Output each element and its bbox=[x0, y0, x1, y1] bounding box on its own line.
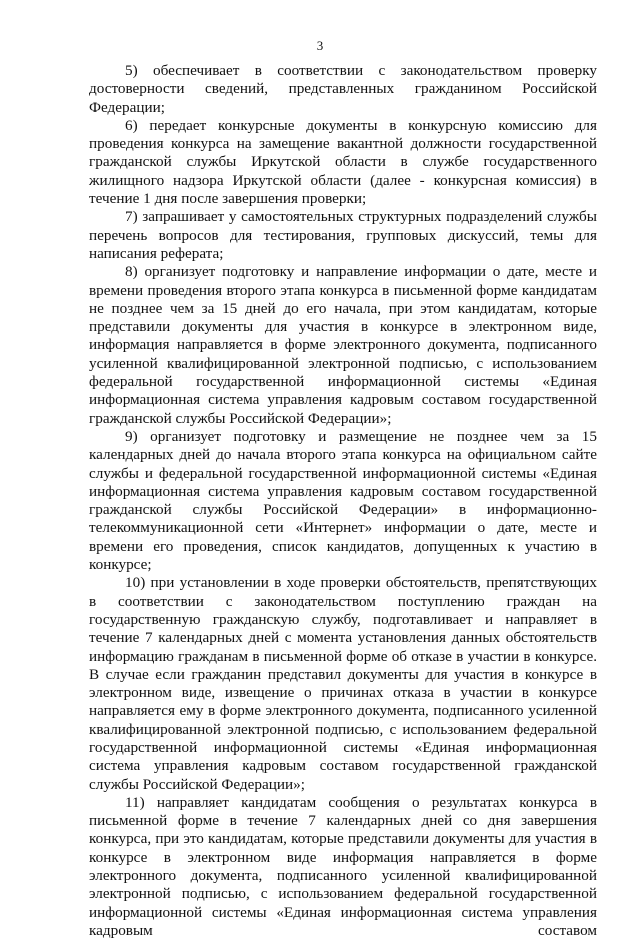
paragraph-item-8: 8) организует подготовку и направление информации о дате, месте и времени проведения второго этапа конкурса в письменной форме кандидатам не позднее чем за 15 дней до его начала, при этом кандидатам, которые представили документы для участия в конкурсе в электронном виде, информация направляется в форме электронного документа, подписанного усиленной квалифицированной электронной подписью, с использованием федеральной государственной информационной системы «Единая информационная система управления кадровым составом государственной гражданской службы Российской Федерации»; bbox=[89, 263, 597, 427]
paragraph-item-6: 6) передает конкурсные документы в конкурсную комиссию для проведения конкурса на замещение вакантной должности государственной гражданской службы Иркутской области в службе государственного жилищного надзора Иркутской области (далее - конкурсная комиссия) в течение 1 дня после завершения проверки; bbox=[89, 116, 597, 208]
paragraph-item-9: 9) организует подготовку и размещение не позднее чем за 15 календарных дней до начала второго этапа конкурса на официальном сайте службы и федеральной государственной информационной системы «Единая информационная система управления кадровым составом государственной гражданской службы Российской Федерации» в информационно-телекоммуникационной сети «Интернет» информации о дате, месте и времени его проведения, список кандидатов, допущенных к участию в конкурсе; bbox=[89, 427, 597, 574]
page-number: 3 bbox=[316, 38, 324, 53]
paragraph-item-7: 7) запрашивает у самостоятельных структурных подразделений службы перечень вопросов для тестирования, групповых дискуссий, темы для написания реферата; bbox=[89, 208, 597, 262]
paragraph-item-5: 5) обеспечивает в соответствии с законодательством проверку достоверности сведений, представленных гражданином Российской Федерации; bbox=[89, 62, 597, 116]
paragraph-item-10: 10) при установлении в ходе проверки обстоятельств, препятствующих в соответствии с законодательством поступлению граждан на государственную гражданскую службу, подготавливает и направляет в течение 7 календарных дней с момента установления данных обстоятельств информацию гражданам в письменной форме об отказе в участии в конкурсе. В случае если гражданин представил документы для участия в конкурсе в электронном виде, извещение о причинах отказа в участии в конкурсе направляется ему в форме электронного документа, подписанного усиленной квалифицированной электронной подписью, с использованием федеральной государственной информационной системы «Единая информационная система управления кадровым составом государственной гражданской службы Российской Федерации»; bbox=[89, 574, 597, 793]
paragraph-item-11: 11) направляет кандидатам сообщения о результатах конкурса в письменной форме в течение 7 календарных дней со дня завершения конкурса, при это кандидатам, которые представили документы для участия в конкурсе в электронном виде информация направляется в форме электронного документа, подписанного усиленной квалифицированной электронной подписью, с использованием федеральной государственной информационной системы «Единая информационная система управления кадровым составом bbox=[89, 793, 597, 939]
document-body bbox=[89, 62, 597, 940]
